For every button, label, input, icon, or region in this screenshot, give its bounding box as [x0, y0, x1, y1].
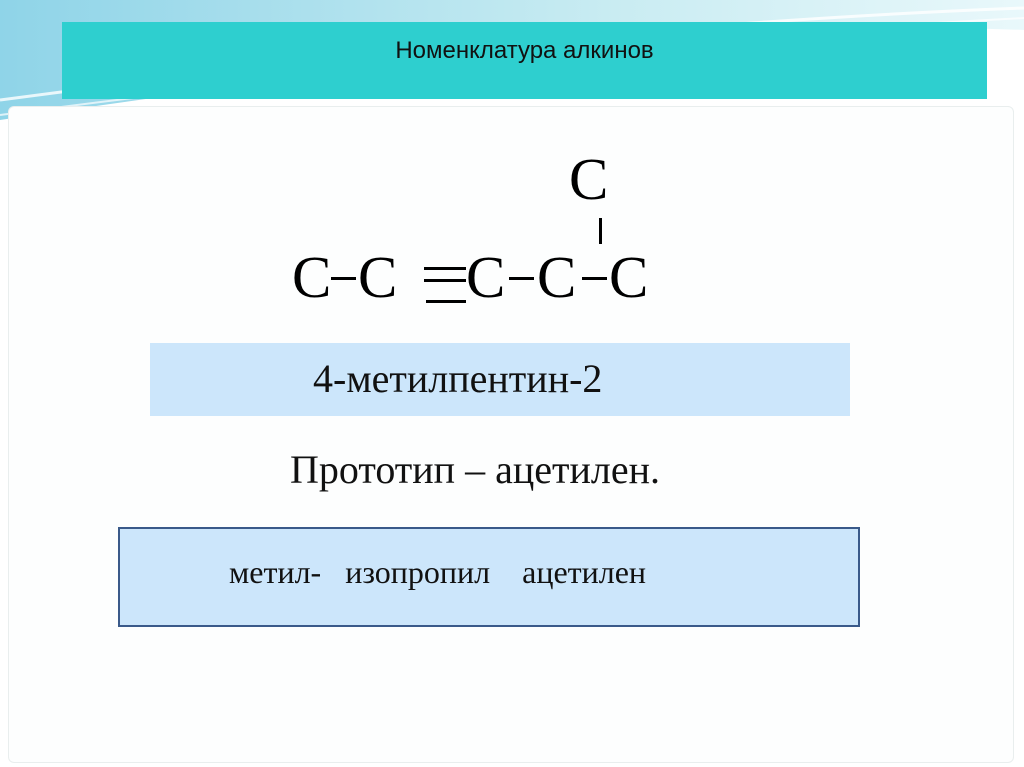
atom-carbon-5: C [609, 244, 649, 310]
atom-carbon-3: C [466, 244, 506, 310]
bond-triple-line-2 [424, 279, 466, 282]
bond-single-2 [509, 277, 534, 280]
part-acetylene: ацетилен [522, 554, 647, 590]
name-parts [229, 556, 646, 588]
bond-single-1 [331, 277, 356, 280]
atom-carbon-2: C [358, 244, 398, 310]
bond-single-3 [582, 277, 607, 280]
prototype-text: Прототип – ацетилен. [290, 447, 660, 492]
atom-carbon-1: C [292, 244, 332, 310]
slide-title: Номенклатура алкинов [395, 36, 654, 64]
bond-triple-line-3 [426, 300, 466, 303]
part-isopropyl: изопропил [345, 554, 491, 590]
compound-name: 4-метилпентин-2 [313, 356, 603, 401]
atom-methyl-carbon: C [569, 146, 609, 212]
part-methyl: метил- [229, 554, 322, 590]
bond-vertical [599, 218, 602, 244]
bond-triple-line-1 [424, 267, 466, 270]
atom-carbon-4: C [537, 244, 577, 310]
